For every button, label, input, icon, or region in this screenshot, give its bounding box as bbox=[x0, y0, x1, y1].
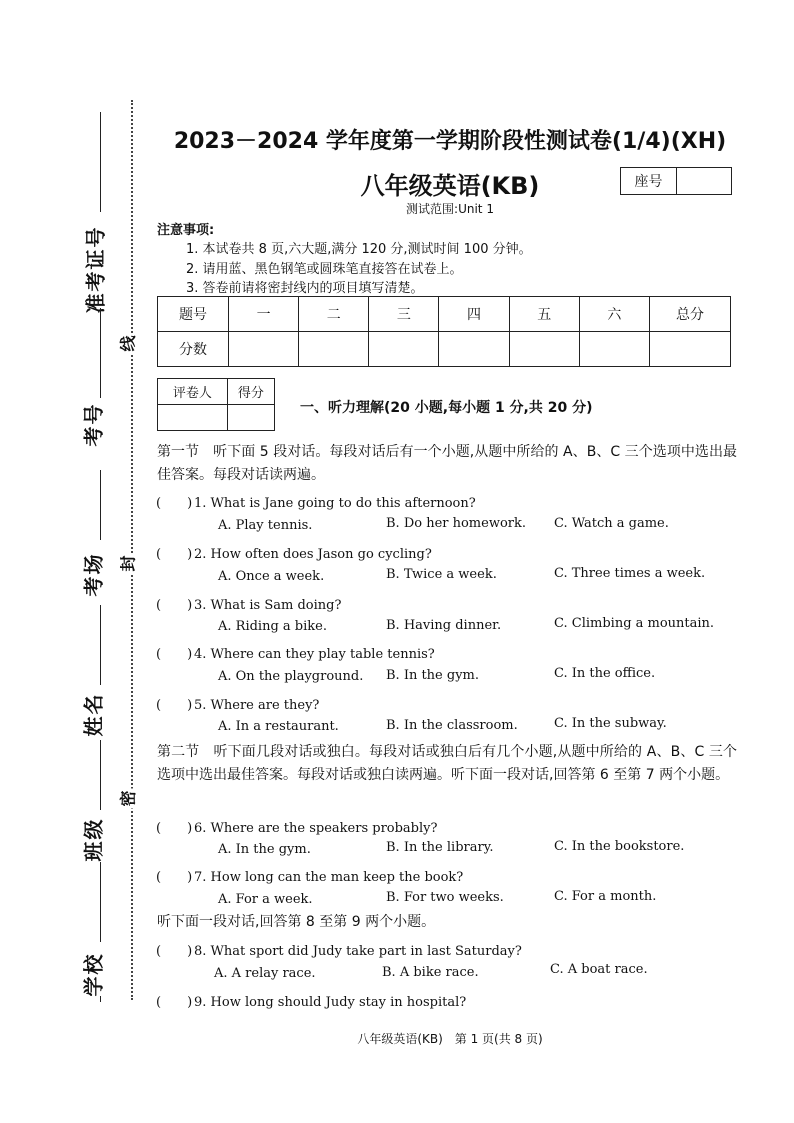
answer-paren[interactable]: ( ) bbox=[156, 870, 193, 885]
question-text: 8. What sport did Judy take part in last Saturday? bbox=[194, 944, 522, 959]
score-cell: 一 bbox=[229, 297, 299, 332]
seal-word-secret: 密 bbox=[114, 788, 141, 808]
option-b: B. A bike race. bbox=[382, 965, 479, 980]
answer-paren[interactable]: ( ) bbox=[156, 995, 193, 1010]
score-cell: 五 bbox=[509, 297, 579, 332]
question-6 bbox=[156, 817, 437, 836]
question-text: 5. Where are they? bbox=[194, 698, 320, 713]
score-table-header-row bbox=[158, 297, 731, 332]
answer-paren[interactable]: ( ) bbox=[156, 496, 193, 511]
test-range: 测试范围:Unit 1 bbox=[406, 202, 494, 216]
option-a: A. Riding a bike. bbox=[218, 619, 327, 634]
score-input-cell[interactable] bbox=[509, 332, 579, 367]
part2-intro: 第二节 听下面几段对话或独白。每段对话或独白后有几个小题,从题中所给的 A、B、C 三个选项中选出最佳答案。每段对话或独白读两遍。听下面一段对话,回答第 6 至第 7 两个小题。 bbox=[157, 744, 737, 783]
seal-word-line: 线 bbox=[114, 333, 141, 353]
question-9 bbox=[156, 991, 466, 1010]
question-3 bbox=[156, 594, 341, 613]
binding-field-exam-room: 考场 bbox=[81, 552, 106, 597]
option-c: C. Three times a week. bbox=[554, 566, 706, 581]
score-input-cell[interactable] bbox=[439, 332, 509, 367]
option-a: A. On the playground. bbox=[218, 669, 364, 684]
option-a: A. For a week. bbox=[218, 892, 313, 907]
option-b: B. In the classroom. bbox=[386, 718, 518, 733]
option-b: B. In the gym. bbox=[386, 668, 480, 683]
answer-paren[interactable]: ( ) bbox=[156, 598, 193, 613]
score-input-cell[interactable] bbox=[579, 332, 649, 367]
option-c: C. In the bookstore. bbox=[554, 839, 685, 854]
score-cell: 六 bbox=[579, 297, 649, 332]
grader-table bbox=[157, 378, 275, 431]
binding-field-exam-number: 准考证号 bbox=[83, 225, 108, 314]
option-c: C. Climbing a mountain. bbox=[554, 616, 715, 631]
part1-intro: 第一节 听下面 5 段对话。每段对话后有一个小题,从题中所给的 A、B、C 三个选项中选出最佳答案。每段对话读两遍。 bbox=[157, 444, 737, 483]
grader-input[interactable] bbox=[158, 405, 228, 431]
option-b: B. Twice a week. bbox=[386, 567, 497, 582]
option-a: A. In a restaurant. bbox=[218, 719, 339, 734]
question-text: 3. What is Sam doing? bbox=[194, 598, 342, 613]
option-b: B. Having dinner. bbox=[386, 618, 502, 633]
option-c: C. A boat race. bbox=[550, 962, 648, 977]
exam-subject: 八年级英语(KB) bbox=[360, 172, 540, 200]
option-b: B. Do her homework. bbox=[386, 516, 527, 531]
question-text: 7. How long can the man keep the book? bbox=[194, 870, 464, 885]
binding-field-school: 学校 bbox=[81, 952, 106, 997]
score-table bbox=[157, 296, 731, 367]
seal-dotted-line bbox=[131, 100, 133, 1000]
answer-paren[interactable]: ( ) bbox=[156, 547, 193, 562]
answer-paren[interactable]: ( ) bbox=[156, 647, 193, 662]
option-a: A. In the gym. bbox=[218, 842, 311, 857]
score-input-cell[interactable] bbox=[650, 332, 731, 367]
notice-item: 3. 答卷前请将密封线内的项目填写清楚。 bbox=[186, 281, 424, 296]
question-text: 1. What is Jane going to do this afternoon? bbox=[194, 496, 476, 511]
notice-item: 2. 请用蓝、黑色钢笔或圆珠笔直接答在试卷上。 bbox=[186, 262, 463, 277]
notice-title: 注意事项: bbox=[157, 223, 215, 238]
score-input[interactable] bbox=[227, 405, 274, 431]
answer-paren[interactable]: ( ) bbox=[156, 698, 193, 713]
seat-number-field[interactable] bbox=[677, 168, 731, 194]
option-c: C. Watch a game. bbox=[554, 516, 669, 531]
score-cell: 四 bbox=[439, 297, 509, 332]
score-label: 得分 bbox=[227, 379, 274, 405]
score-input-cell[interactable] bbox=[369, 332, 439, 367]
score-row-label: 分数 bbox=[158, 332, 229, 367]
option-c: C. For a month. bbox=[554, 889, 657, 904]
question-8 bbox=[156, 940, 522, 959]
question-7 bbox=[156, 866, 463, 885]
seat-number-box bbox=[620, 167, 732, 195]
question-2 bbox=[156, 543, 432, 562]
question-text: 6. Where are the speakers probably? bbox=[194, 821, 438, 836]
option-a: A. Once a week. bbox=[218, 569, 325, 584]
question-text: 9. How long should Judy stay in hospital? bbox=[194, 995, 467, 1010]
score-table-score-row bbox=[158, 332, 731, 367]
option-c: C. In the subway. bbox=[554, 716, 667, 731]
option-a: A. Play tennis. bbox=[218, 518, 313, 533]
score-cell: 题号 bbox=[158, 297, 229, 332]
question-1 bbox=[156, 492, 476, 511]
binding-field-student-number: 考号 bbox=[81, 402, 106, 447]
binding-field-name: 姓名 bbox=[81, 692, 106, 737]
option-a: A. A relay race. bbox=[214, 966, 316, 981]
score-cell: 二 bbox=[299, 297, 369, 332]
question-5 bbox=[156, 694, 319, 713]
score-cell: 总分 bbox=[650, 297, 731, 332]
part2-mid-intro: 听下面一段对话,回答第 8 至第 9 两个小题。 bbox=[157, 914, 436, 930]
score-cell: 三 bbox=[369, 297, 439, 332]
answer-paren[interactable]: ( ) bbox=[156, 944, 193, 959]
option-b: B. In the library. bbox=[386, 840, 494, 855]
notice-item: 1. 本试卷共 8 页,六大题,满分 120 分,测试时间 100 分钟。 bbox=[186, 242, 532, 257]
grader-label: 评卷人 bbox=[158, 379, 228, 405]
question-text: 2. How often does Jason go cycling? bbox=[194, 547, 432, 562]
score-input-cell[interactable] bbox=[299, 332, 369, 367]
exam-title: 2023－2024 学年度第一学期阶段性测试卷(1/4)(XH) bbox=[173, 129, 727, 154]
option-c: C. In the office. bbox=[554, 666, 656, 681]
question-4 bbox=[156, 643, 435, 662]
seal-word-seal: 封 bbox=[114, 553, 141, 573]
seat-number-label: 座号 bbox=[621, 168, 677, 194]
binding-field-class: 班级 bbox=[81, 817, 106, 862]
option-b: B. For two weeks. bbox=[386, 890, 504, 905]
question-text: 4. Where can they play table tennis? bbox=[194, 647, 435, 662]
score-input-cell[interactable] bbox=[229, 332, 299, 367]
answer-paren[interactable]: ( ) bbox=[156, 821, 193, 836]
section-heading: 一、听力理解(20 小题,每小题 1 分,共 20 分) bbox=[300, 400, 593, 416]
page-footer: 八年级英语(KB) 第 1 页(共 8 页) bbox=[357, 1032, 543, 1046]
